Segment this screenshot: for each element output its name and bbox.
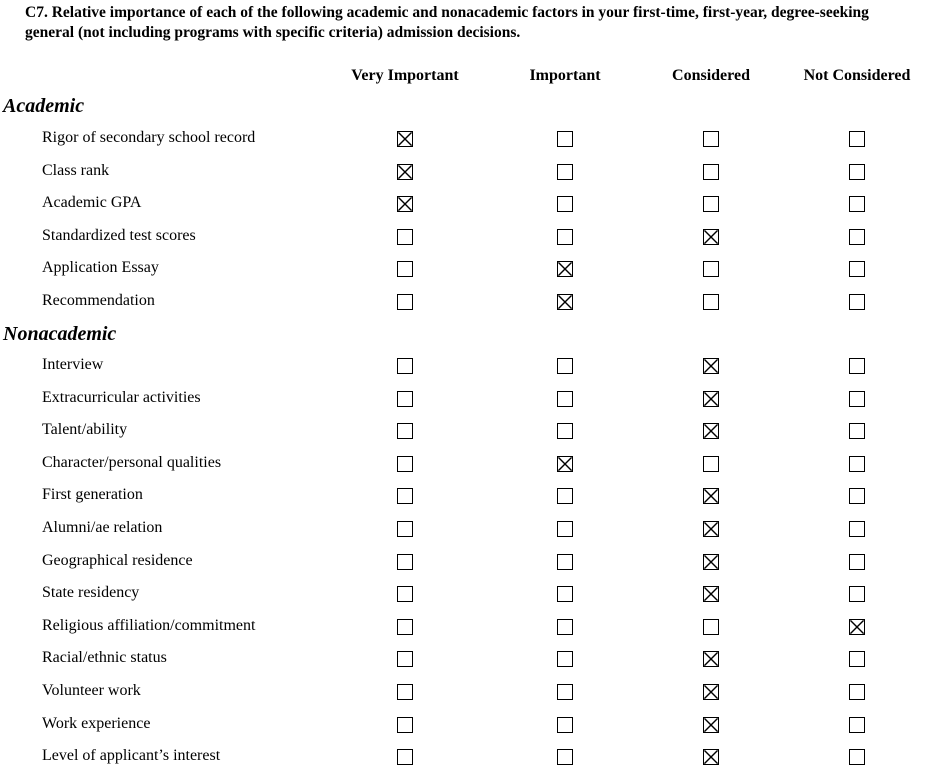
factor-label-interview: Interview [42, 356, 104, 373]
checkbox-volunteer-work-not-considered[interactable] [849, 684, 865, 700]
checkbox-standardized-test-scores-important[interactable] [557, 229, 573, 245]
factor-label-application-essay: Application Essay [42, 259, 159, 277]
checkbox-extracurricular-activities-very-important[interactable] [397, 391, 413, 407]
checkbox-academic-gpa-considered[interactable] [703, 196, 719, 212]
checkbox-alumni-ae-relation-important[interactable] [557, 521, 573, 537]
x-mark-icon [704, 359, 718, 373]
x-mark-icon [704, 718, 718, 732]
x-mark-icon [558, 295, 572, 309]
factor-label-first-generation: First generation [42, 486, 143, 504]
x-mark-icon [704, 230, 718, 244]
checkbox-application-essay-important[interactable] [557, 261, 573, 277]
x-mark-icon [398, 132, 412, 146]
x-mark-icon [704, 587, 718, 601]
checkbox-religious-affiliation-commitment-not-considered[interactable] [849, 619, 865, 635]
checkbox-geographical-residence-considered[interactable] [703, 554, 719, 570]
checkbox-extracurricular-activities-important[interactable] [557, 391, 573, 407]
checkbox-religious-affiliation-commitment-important[interactable] [557, 619, 573, 635]
checkbox-first-generation-very-important[interactable] [397, 488, 413, 504]
factor-label-state-residency: State residency [42, 584, 140, 602]
checkbox-first-generation-not-considered[interactable] [849, 488, 865, 504]
checkbox-state-residency-important[interactable] [557, 586, 573, 602]
factor-label-extracurricular-activities: Extracurricular activities [42, 388, 201, 406]
checkbox-work-experience-not-considered[interactable] [849, 717, 865, 733]
checkbox-character-personal-qualities-important[interactable] [557, 456, 573, 472]
checkbox-application-essay-very-important[interactable] [397, 261, 413, 277]
checkbox-religious-affiliation-commitment-very-important[interactable] [397, 619, 413, 635]
checkbox-character-personal-qualities-very-important[interactable] [397, 456, 413, 472]
section-heading-academic: Academic [3, 95, 85, 117]
checkbox-racial-ethnic-status-important[interactable] [557, 651, 573, 667]
checkbox-volunteer-work-important[interactable] [557, 684, 573, 700]
checkbox-volunteer-work-very-important[interactable] [397, 684, 413, 700]
x-mark-icon [704, 424, 718, 438]
checkbox-level-of-applicant-s-interest-very-important[interactable] [397, 749, 413, 765]
x-mark-icon [398, 165, 412, 179]
checkbox-character-personal-qualities-not-considered[interactable] [849, 456, 865, 472]
x-mark-icon [704, 555, 718, 569]
checkbox-interview-not-considered[interactable] [849, 358, 865, 374]
factor-label-work-experience: Work experience [42, 714, 151, 732]
x-mark-icon [704, 750, 718, 764]
checkbox-class-rank-important[interactable] [557, 164, 573, 180]
checkbox-class-rank-not-considered[interactable] [849, 164, 865, 180]
factor-label-class-rank: Class rank [42, 161, 110, 179]
checkbox-recommendation-important[interactable] [557, 294, 573, 310]
checkbox-rigor-of-secondary-school-record-not-considered[interactable] [849, 131, 865, 147]
x-mark-icon [398, 197, 412, 211]
x-mark-icon [704, 489, 718, 503]
checkbox-talent-ability-important[interactable] [557, 423, 573, 439]
checkbox-recommendation-very-important[interactable] [397, 294, 413, 310]
checkbox-level-of-applicant-s-interest-not-considered[interactable] [849, 749, 865, 765]
checkbox-talent-ability-considered[interactable] [703, 423, 719, 439]
factor-label-racial-ethnic-status: Racial/ethnic status [42, 649, 167, 667]
checkbox-interview-important[interactable] [557, 358, 573, 374]
factor-label-character-personal-qualities: Character/personal qualities [42, 453, 222, 471]
checkbox-state-residency-not-considered[interactable] [849, 586, 865, 602]
checkbox-standardized-test-scores-considered[interactable] [703, 229, 719, 245]
checkbox-geographical-residence-not-considered[interactable] [849, 554, 865, 570]
checkbox-rigor-of-secondary-school-record-important[interactable] [557, 131, 573, 147]
factor-label-religious-affiliation-commitment: Religious affiliation/commitment [42, 616, 256, 634]
column-header-considered: Considered [672, 67, 750, 84]
factor-label-recommendation: Recommendation [42, 292, 155, 309]
factor-label-standardized-test-scores: Standardized test scores [42, 226, 196, 244]
checkbox-academic-gpa-very-important[interactable] [397, 196, 413, 212]
checkbox-recommendation-not-considered[interactable] [849, 294, 865, 310]
checkbox-standardized-test-scores-not-considered[interactable] [849, 229, 865, 245]
checkbox-recommendation-considered[interactable] [703, 294, 719, 310]
factor-label-talent-ability: Talent/ability [42, 421, 128, 439]
x-mark-icon [558, 457, 572, 471]
section-heading-nonacademic: Nonacademic [3, 323, 117, 345]
checkbox-first-generation-considered[interactable] [703, 488, 719, 504]
checkbox-work-experience-very-important[interactable] [397, 717, 413, 733]
column-header-not-considered: Not Considered [803, 67, 911, 84]
checkbox-geographical-residence-very-important[interactable] [397, 554, 413, 570]
checkbox-academic-gpa-important[interactable] [557, 196, 573, 212]
checkbox-alumni-ae-relation-not-considered[interactable] [849, 521, 865, 537]
checkbox-racial-ethnic-status-not-considered[interactable] [849, 651, 865, 667]
checkbox-interview-very-important[interactable] [397, 358, 413, 374]
checkbox-application-essay-considered[interactable] [703, 261, 719, 277]
x-mark-icon [704, 392, 718, 406]
checkbox-extracurricular-activities-not-considered[interactable] [849, 391, 865, 407]
checkbox-character-personal-qualities-considered[interactable] [703, 456, 719, 472]
checkbox-first-generation-important[interactable] [557, 488, 573, 504]
checkbox-interview-considered[interactable] [703, 358, 719, 374]
column-header-important: Important [529, 67, 601, 84]
checkbox-standardized-test-scores-very-important[interactable] [397, 229, 413, 245]
checkbox-talent-ability-very-important[interactable] [397, 423, 413, 439]
checkbox-alumni-ae-relation-very-important[interactable] [397, 521, 413, 537]
x-mark-icon [850, 620, 864, 634]
checkbox-state-residency-very-important[interactable] [397, 586, 413, 602]
question-title: C7. Relative importance of each of the following academic and nonacademic factors in your first-time, first-year, degree-seeking general (not including programs with specific criteria) admission decisions. [25, 4, 869, 41]
factor-label-rigor-of-secondary-school-record: Rigor of secondary school record [42, 129, 256, 146]
checkbox-class-rank-considered[interactable] [703, 164, 719, 180]
checkbox-geographical-residence-important[interactable] [557, 554, 573, 570]
checkbox-talent-ability-not-considered[interactable] [849, 423, 865, 439]
factor-label-level-of-applicant-s-interest: Level of applicant’s interest [42, 747, 221, 765]
factor-label-alumni-ae-relation: Alumni/ae relation [42, 519, 163, 536]
checkbox-volunteer-work-considered[interactable] [703, 684, 719, 700]
column-header-very-important: Very Important [351, 67, 459, 84]
checkbox-religious-affiliation-commitment-considered[interactable] [703, 619, 719, 635]
x-mark-icon [704, 652, 718, 666]
x-mark-icon [704, 522, 718, 536]
checkbox-work-experience-considered[interactable] [703, 717, 719, 733]
checkbox-state-residency-considered[interactable] [703, 586, 719, 602]
checkbox-class-rank-very-important[interactable] [397, 164, 413, 180]
x-mark-icon [704, 685, 718, 699]
factor-label-academic-gpa: Academic GPA [42, 194, 142, 212]
checkbox-racial-ethnic-status-considered[interactable] [703, 651, 719, 667]
checkbox-rigor-of-secondary-school-record-considered[interactable] [703, 131, 719, 147]
checkbox-level-of-applicant-s-interest-important[interactable] [557, 749, 573, 765]
checkbox-alumni-ae-relation-considered[interactable] [703, 521, 719, 537]
factor-label-volunteer-work: Volunteer work [42, 682, 141, 699]
checkbox-academic-gpa-not-considered[interactable] [849, 196, 865, 212]
checkbox-level-of-applicant-s-interest-considered[interactable] [703, 749, 719, 765]
x-mark-icon [558, 262, 572, 276]
checkbox-work-experience-important[interactable] [557, 717, 573, 733]
checkbox-rigor-of-secondary-school-record-very-important[interactable] [397, 131, 413, 147]
checkbox-racial-ethnic-status-very-important[interactable] [397, 651, 413, 667]
checkbox-extracurricular-activities-considered[interactable] [703, 391, 719, 407]
factor-label-geographical-residence: Geographical residence [42, 551, 193, 569]
checkbox-application-essay-not-considered[interactable] [849, 261, 865, 277]
